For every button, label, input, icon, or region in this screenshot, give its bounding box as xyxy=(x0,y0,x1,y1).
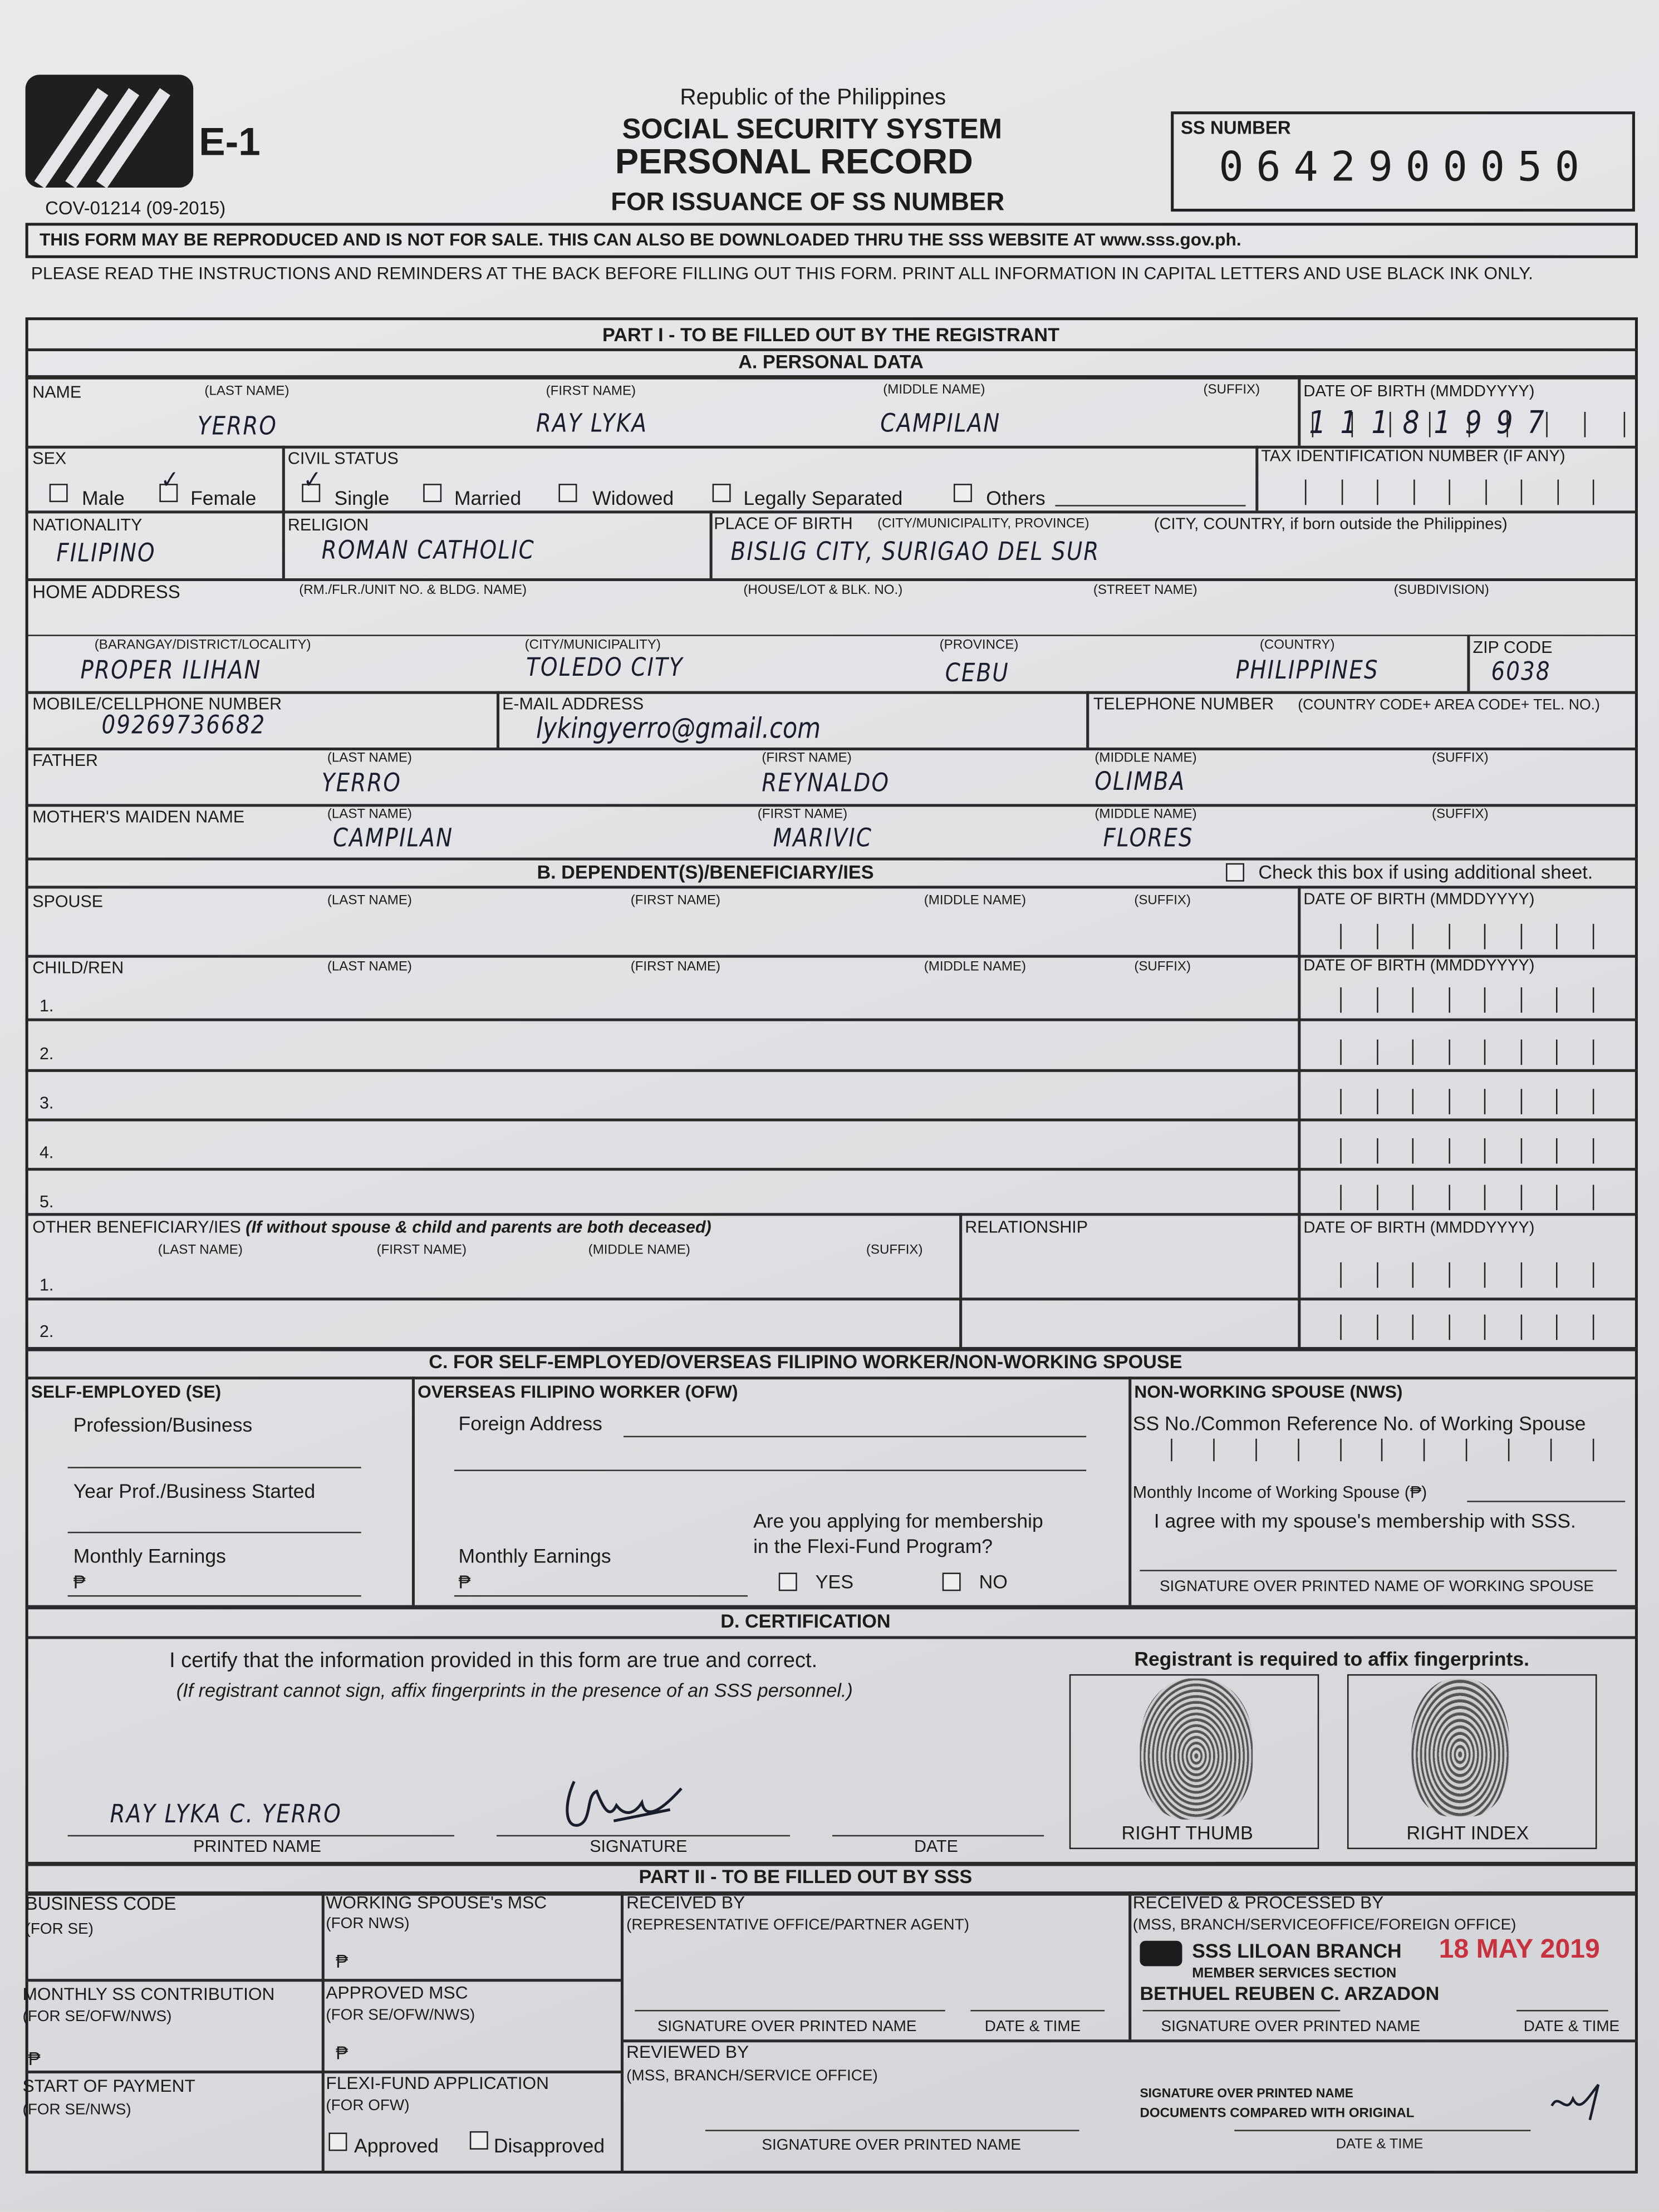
monthly-contribution-peso: ₱ xyxy=(28,2048,41,2070)
spouse-middle-hint: (MIDDLE NAME) xyxy=(924,893,1027,908)
start-payment-hint: (FOR SE/NWS) xyxy=(22,2101,131,2119)
date-label: DATE xyxy=(914,1836,958,1856)
last-name-value: YERRO xyxy=(197,411,278,442)
barangay-value: PROPER ILIHAN xyxy=(80,656,262,686)
mother-last-value: CAMPILAN xyxy=(333,823,454,854)
approved-label: Approved xyxy=(354,2134,439,2157)
street-hint: (STREET NAME) xyxy=(1093,582,1197,598)
page-subtitle: FOR ISSUANCE OF SS NUMBER xyxy=(611,188,1005,216)
others-checkbox[interactable] xyxy=(954,484,972,502)
form-version: COV-01214 (09-2015) xyxy=(45,197,226,219)
mother-middle-value: FLORES xyxy=(1103,823,1194,854)
other-beneficiary-title: OTHER BENEFICIARY/IES xyxy=(32,1217,241,1237)
tin-label: TAX IDENTIFICATION NUMBER (IF ANY) xyxy=(1261,448,1565,466)
telephone-label: TELEPHONE NUMBER xyxy=(1093,694,1274,714)
child-row-2: 2. xyxy=(39,1044,54,1064)
mother-middle-hint: (MIDDLE NAME) xyxy=(1094,807,1197,823)
se-peso-sign: ₱ xyxy=(73,1571,86,1592)
disapproved-label: Disapproved xyxy=(493,2134,605,2157)
reviewed-by-label: REVIEWED BY xyxy=(626,2042,749,2062)
certification-note: (If registrant cannot sign, affix fingerprints in the presence of an SSS personnel.) xyxy=(176,1679,853,1702)
nws-signature-label: SIGNATURE OVER PRINTED NAME OF WORKING SPOUSE xyxy=(1159,1578,1594,1595)
flexi-application-label: FLEXI-FUND APPLICATION xyxy=(326,2073,549,2093)
suffix-hint: (SUFFIX) xyxy=(1203,382,1260,398)
approved-msc-peso: ₱ xyxy=(336,2042,349,2064)
right-index-label: RIGHT INDEX xyxy=(1406,1822,1529,1844)
nationality-label: NATIONALITY xyxy=(32,514,143,535)
sss-stamp-logo xyxy=(1140,1941,1182,1967)
pob-value: BISLIG CITY, SURIGAO DEL SUR xyxy=(730,537,1100,567)
city-value: TOLEDO CITY xyxy=(526,653,684,683)
religion-value: ROMAN CATHOLIC xyxy=(321,535,535,566)
se-earnings-label: Monthly Earnings xyxy=(73,1544,226,1567)
ws-msc-peso: ₱ xyxy=(336,1950,349,1972)
part1-title: PART I - TO BE FILLED OUT BY THE REGISTRANT xyxy=(602,324,1060,346)
mobile-label: MOBILE/CELLPHONE NUMBER xyxy=(32,694,282,714)
house-hint: (HOUSE/LOT & BLK. NO.) xyxy=(743,582,903,598)
ofw-peso-sign: ₱ xyxy=(458,1571,471,1592)
name-label: NAME xyxy=(32,382,82,402)
mother-suffix-hint: (SUFFIX) xyxy=(1432,807,1489,823)
processed-date-label: DATE & TIME xyxy=(1523,2018,1620,2036)
nws-title: NON-WORKING SPOUSE (NWS) xyxy=(1134,1382,1403,1402)
republic-label: Republic of the Philippines xyxy=(680,86,946,110)
received-processed-label: RECEIVED & PROCESSED BY xyxy=(1132,1893,1384,1913)
legally-separated-label: Legally Separated xyxy=(743,486,903,509)
printed-name-label: PRINTED NAME xyxy=(193,1836,321,1856)
province-hint: (PROVINCE) xyxy=(939,637,1019,653)
printed-name-value: RAY LYKA C. YERRO xyxy=(110,1800,342,1830)
father-first-hint: (FIRST NAME) xyxy=(762,750,852,766)
dob-label: DATE OF BIRTH (MMDDYYYY) xyxy=(1303,384,1535,401)
received-date-stamp: 18 MAY 2019 xyxy=(1439,1935,1600,1965)
fingerprint-note: Registrant is required to affix fingerprints. xyxy=(1134,1647,1529,1670)
received-by-sig-label: SIGNATURE OVER PRINTED NAME xyxy=(657,2018,917,2036)
last-name-hint: (LAST NAME) xyxy=(204,384,289,400)
ofw-earnings-label: Monthly Earnings xyxy=(458,1544,611,1567)
widowed-checkbox[interactable] xyxy=(558,484,577,502)
father-label: FATHER xyxy=(32,750,98,770)
widowed-label: Widowed xyxy=(592,486,674,509)
dob-value: 11181997 xyxy=(1309,406,1559,442)
middle-name-hint: (MIDDLE NAME) xyxy=(883,382,985,398)
child-row-1: 1. xyxy=(39,996,54,1016)
mother-first-hint: (FIRST NAME) xyxy=(757,807,848,823)
signature-label: SIGNATURE xyxy=(590,1836,688,1856)
stamp-section: MEMBER SERVICES SECTION xyxy=(1192,1966,1397,1982)
mother-label: MOTHER'S MAIDEN NAME xyxy=(32,807,245,827)
female-check-mark: ✓ xyxy=(160,465,180,495)
flexi-yes-checkbox[interactable] xyxy=(779,1572,797,1591)
male-label: Male xyxy=(81,486,125,509)
documents-compared-stamp: DOCUMENTS COMPARED WITH ORIGINAL xyxy=(1140,2106,1415,2122)
stamp-officer-name: BETHUEL REUBEN C. ARZADON xyxy=(1140,1983,1440,2004)
sss-logo-icon xyxy=(26,75,194,188)
flexi-no-checkbox[interactable] xyxy=(943,1572,961,1591)
other-beneficiary-note: (If without spouse & child and parents are both deceased) xyxy=(246,1217,711,1237)
notice-text: THIS FORM MAY BE REPRODUCED AND IS NOT FOR SALE. THIS CAN ALSO BE DOWNLOADED THRU THE SSS WEBSITE AT www.sss.gov.ph. xyxy=(39,230,1241,250)
children-label: CHILD/REN xyxy=(32,957,124,978)
received-by-label: RECEIVED BY xyxy=(626,1893,745,1913)
agency-label: SOCIAL SECURITY SYSTEM xyxy=(622,114,1002,146)
legally-separated-checkbox[interactable] xyxy=(713,484,731,502)
first-name-value: RAY LYKA xyxy=(536,409,648,439)
ofw-title: OVERSEAS FILIPINO WORKER (OFW) xyxy=(418,1382,738,1402)
other-last-hint: (LAST NAME) xyxy=(158,1242,243,1259)
child-suffix-hint: (SUFFIX) xyxy=(1134,959,1191,975)
others-label: Others xyxy=(986,486,1046,509)
male-checkbox[interactable] xyxy=(50,484,68,502)
relationship-label: RELATIONSHIP xyxy=(965,1217,1088,1237)
ss-number-label: SS NUMBER xyxy=(1180,117,1291,139)
child-middle-hint: (MIDDLE NAME) xyxy=(924,959,1027,975)
email-label: E-MAIL ADDRESS xyxy=(502,694,644,714)
monthly-contribution-hint: (FOR SE/OFW/NWS) xyxy=(22,2008,172,2026)
flexi-no-label: NO xyxy=(979,1571,1008,1592)
received-by-date-label: DATE & TIME xyxy=(984,2018,1081,2036)
nws-income-label: Monthly Income of Working Spouse (₱) xyxy=(1132,1482,1427,1502)
father-last-value: YERRO xyxy=(321,769,402,799)
se-title: SELF-EMPLOYED (SE) xyxy=(31,1382,222,1402)
email-value: lykingyerro@gmail.com xyxy=(536,711,821,745)
stamp-signature-label: SIGNATURE OVER PRINTED NAME xyxy=(1140,2086,1353,2101)
other-middle-hint: (MIDDLE NAME) xyxy=(588,1242,690,1259)
reviewed-date-label: DATE & TIME xyxy=(1336,2137,1424,2152)
single-label: Single xyxy=(334,486,390,509)
other-beneficiary-label xyxy=(32,1217,711,1237)
other-first-hint: (FIRST NAME) xyxy=(376,1242,467,1259)
married-label: Married xyxy=(454,486,522,509)
nws-ssno-label: SS No./Common Reference No. of Working Spouse xyxy=(1132,1412,1586,1435)
father-first-value: REYNALDO xyxy=(762,769,890,799)
child-row-5: 5. xyxy=(39,1192,54,1212)
child-last-hint: (LAST NAME) xyxy=(327,959,412,975)
mother-last-hint: (LAST NAME) xyxy=(327,807,412,823)
home-address-label: HOME ADDRESS xyxy=(32,581,180,603)
spouse-first-hint: (FIRST NAME) xyxy=(630,893,721,908)
additional-sheet-label: Check this box if using additional sheet. xyxy=(1258,862,1593,883)
start-payment-label: START OF PAYMENT xyxy=(22,2076,195,2096)
sex-label: SEX xyxy=(32,448,67,469)
child-dob-label: DATE OF BIRTH (MMDDYYYY) xyxy=(1303,957,1535,975)
reviewed-by-hint: (MSS, BRANCH/SERVICE OFFICE) xyxy=(626,2067,878,2085)
child-first-hint: (FIRST NAME) xyxy=(630,959,721,975)
flexi-application-hint: (FOR OFW) xyxy=(326,2097,410,2115)
first-name-hint: (FIRST NAME) xyxy=(546,384,636,400)
section-c-title: C. FOR SELF-EMPLOYED/OVERSEAS FILIPINO WORKER/NON-WORKING SPOUSE xyxy=(429,1351,1182,1373)
additional-sheet-checkbox[interactable] xyxy=(1226,863,1244,882)
form-code: E-1 xyxy=(199,120,261,164)
part2-title: PART II - TO BE FILLED OUT BY SSS xyxy=(639,1866,973,1887)
approved-msc-label: APPROVED MSC xyxy=(326,1983,468,2003)
child-row-3: 3. xyxy=(39,1093,54,1113)
single-check-mark: ✓ xyxy=(303,465,323,495)
ofw-address-label: Foreign Address xyxy=(458,1412,602,1435)
business-code-hint: (FOR SE) xyxy=(25,1921,94,1938)
father-suffix-hint: (SUFFIX) xyxy=(1432,750,1489,766)
mother-first-value: MARIVIC xyxy=(773,823,873,854)
stamp-branch: SSS LILOAN BRANCH xyxy=(1192,1939,1402,1962)
certification-text: I certify that the information provided in this form are true and correct. xyxy=(169,1649,818,1673)
father-last-hint: (LAST NAME) xyxy=(327,750,412,766)
flexi-question-2: in the Flexi-Fund Program? xyxy=(753,1534,993,1557)
country-value: PHILIPPINES xyxy=(1235,656,1379,686)
page-title: PERSONAL RECORD xyxy=(615,142,973,182)
civil-status-label: CIVIL STATUS xyxy=(287,448,399,469)
section-b-title: B. DEPENDENT(S)/BENEFICIARY/IES xyxy=(537,862,874,883)
child-row-4: 4. xyxy=(39,1142,54,1163)
officer-initials xyxy=(1545,2071,1608,2124)
middle-name-value: CAMPILAN xyxy=(880,409,1001,439)
nationality-value: FILIPINO xyxy=(56,538,156,569)
father-middle-value: OLIMBA xyxy=(1094,767,1186,797)
zip-label: ZIP CODE xyxy=(1473,637,1553,657)
spouse-label: SPOUSE xyxy=(32,891,104,911)
pob-hint-abroad: (CITY, COUNTRY, if born outside the Philippines) xyxy=(1154,516,1508,533)
processed-sig-label: SIGNATURE OVER PRINTED NAME xyxy=(1161,2018,1421,2036)
other-suffix-hint: (SUFFIX) xyxy=(866,1242,923,1259)
ss-number-value: 0642900050 xyxy=(1219,142,1592,191)
ws-msc-hint: (FOR NWS) xyxy=(326,1915,410,1933)
reviewed-sig-label: SIGNATURE OVER PRINTED NAME xyxy=(762,2137,1022,2154)
se-profession-label: Profession/Business xyxy=(73,1413,253,1436)
business-code-label: BUSINESS CODE xyxy=(25,1893,176,1914)
received-by-hint: (REPRESENTATIVE OFFICE/PARTNER AGENT) xyxy=(626,1916,970,1934)
rm-hint: (RM./FLR./UNIT NO. & BLDG. NAME) xyxy=(299,582,527,598)
telephone-hint: (COUNTRY CODE+ AREA CODE+ TEL. NO.) xyxy=(1298,696,1600,714)
city-hint: (CITY/MUNICIPALITY) xyxy=(524,637,661,653)
section-a-title: A. PERSONAL DATA xyxy=(738,351,924,372)
right-thumb-print xyxy=(1140,1678,1253,1819)
other-dob-label: DATE OF BIRTH (MMDDYYYY) xyxy=(1303,1220,1535,1237)
instructions: PLEASE READ THE INSTRUCTIONS AND REMINDERS AT THE BACK BEFORE FILLING OUT THIS FORM. PRINT ALL INFORMATION IN CAPITAL LETTERS AND USE BLACK INK ONLY. xyxy=(31,263,1533,284)
monthly-contribution-label: MONTHLY SS CONTRIBUTION xyxy=(22,1984,275,2004)
female-label: Female xyxy=(190,486,257,509)
disapproved-checkbox[interactable] xyxy=(470,2131,488,2150)
spouse-suffix-hint: (SUFFIX) xyxy=(1134,893,1191,908)
sss-logo xyxy=(26,75,194,188)
flexi-question-1: Are you applying for membership xyxy=(753,1509,1043,1532)
se-year-label: Year Prof./Business Started xyxy=(73,1479,316,1502)
province-value: CEBU xyxy=(945,658,1009,689)
spouse-last-hint: (LAST NAME) xyxy=(327,893,412,908)
pob-hint-ph: (CITY/MUNICIPALITY, PROVINCE) xyxy=(877,516,1089,532)
flexi-yes-label: YES xyxy=(815,1571,854,1592)
registrant-signature xyxy=(557,1774,691,1833)
religion-label: RELIGION xyxy=(287,514,369,535)
mobile-value: 09269736682 xyxy=(101,711,266,741)
father-middle-hint: (MIDDLE NAME) xyxy=(1094,750,1197,766)
spouse-dob-label: DATE OF BIRTH (MMDDYYYY) xyxy=(1303,891,1535,908)
barangay-hint: (BARANGAY/DISTRICT/LOCALITY) xyxy=(94,637,311,653)
other-row-2: 2. xyxy=(39,1321,54,1341)
approved-checkbox[interactable] xyxy=(328,2132,347,2151)
section-d-title: D. CERTIFICATION xyxy=(720,1610,891,1632)
country-hint: (COUNTRY) xyxy=(1259,637,1335,653)
approved-msc-hint: (FOR SE/OFW/NWS) xyxy=(326,2007,475,2024)
right-index-print xyxy=(1411,1678,1509,1816)
right-thumb-label: RIGHT THUMB xyxy=(1121,1822,1253,1844)
ws-msc-label: WORKING SPOUSE's MSC xyxy=(326,1893,547,1913)
subdivision-hint: (SUBDIVISION) xyxy=(1393,582,1489,598)
married-checkbox[interactable] xyxy=(423,484,441,502)
pob-label: PLACE OF BIRTH xyxy=(714,513,853,533)
received-processed-hint: (MSS, BRANCH/SERVICEOFFICE/FOREIGN OFFICE) xyxy=(1132,1916,1516,1934)
other-row-1: 1. xyxy=(39,1275,54,1295)
zip-value: 6038 xyxy=(1491,657,1551,687)
nws-agree-text: I agree with my spouse's membership with SSS. xyxy=(1154,1509,1576,1532)
